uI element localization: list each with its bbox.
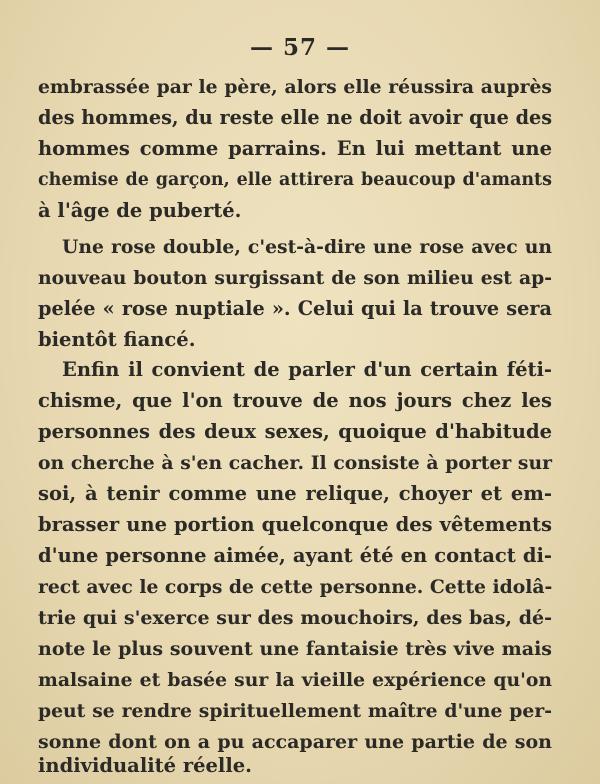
text-line: hommes comme parrains. En lui mettant une — [38, 137, 552, 160]
text-line: personnes des deux sexes, quoique d'habitude — [38, 420, 552, 443]
text-line: des hommes, du reste elle ne doit avoir que des — [38, 106, 553, 129]
text-line: brasser une portion quelconque des vêtements — [38, 513, 552, 536]
text-line: note le plus souvent une fantaisie très vive mais — [38, 638, 552, 660]
text-line: embrassée par le père, alors elle réussira auprès — [38, 76, 552, 98]
text-line: individualité réelle. — [38, 754, 252, 777]
text-line: chisme, que l'on trouve de nos jours chez les — [38, 389, 552, 412]
text-line: Enfin il convient de parler d'un certain féti- — [62, 358, 552, 381]
text-line: trie qui s'exerce sur des mouchoirs, des bas, dé- — [38, 607, 552, 629]
text-line: pelée « rose nuptiale ». Celui qui la trouve sera — [38, 297, 552, 320]
text-line: rect avec le corps de cette personne. Cette idolâ- — [38, 576, 553, 598]
text-line: soi, à tenir comme une relique, choyer et em- — [38, 482, 552, 505]
text-line: peut se rendre spirituellement maître d'une per- — [38, 700, 552, 722]
text-line: chemise de garçon, elle attirera beaucoup d'amants — [38, 170, 552, 190]
text-line: nouveau bouton surgissant de son milieu est ap- — [38, 267, 552, 289]
text-line: bientôt fiancé. — [38, 328, 196, 351]
text-line: malsaine et basée sur la vieille expérience qu'on — [38, 669, 552, 691]
text-line: sonne dont on a pu accaparer une partie de son — [38, 731, 552, 753]
page-number: — 57 — — [249, 34, 351, 61]
text-line: d'une personne aimée, ayant été en contact di- — [38, 544, 552, 567]
text-line: Une rose double, c'est-à-dire une rose avec un — [62, 236, 552, 258]
text-line: on cherche à s'en cacher. Il consiste à porter sur — [38, 452, 552, 474]
text-line: à l'âge de puberté. — [38, 199, 242, 222]
